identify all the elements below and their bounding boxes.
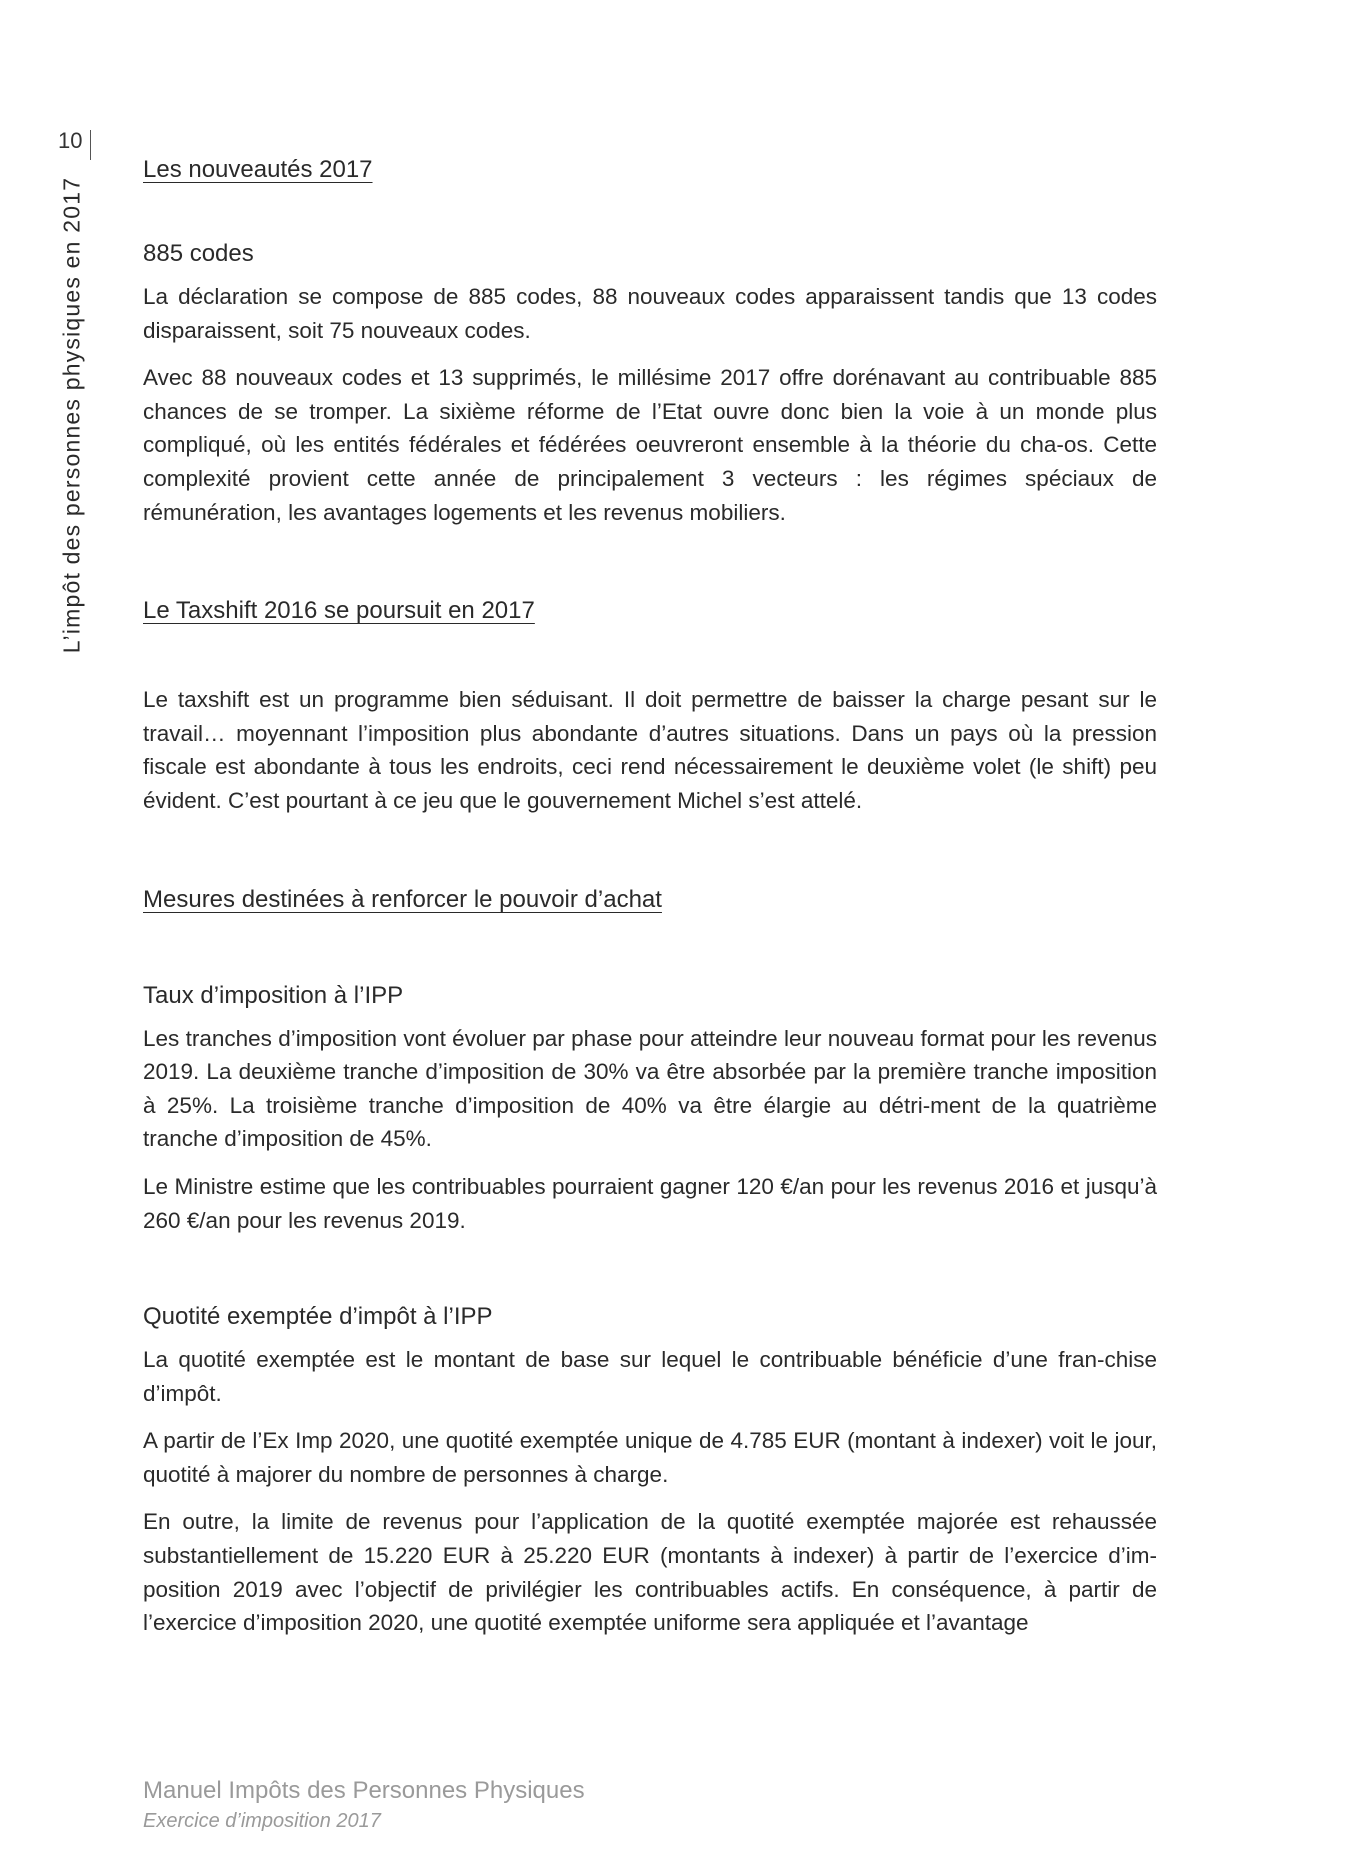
- paragraph-codes-1: La déclaration se compose de 885 codes, 88 nouveaux codes apparaissent tandis que 13 codes disparaissent, soit 75 nouveaux codes.: [143, 284, 1157, 343]
- paragraph-taux-2: Le Ministre estime que les contribuables pourraient gagner 120 €/an pour les revenus 2016 et jusqu’à 260 €/an pour les revenus 2019.: [143, 1173, 1157, 1233]
- paragraph-taux-1: Les tranches d’imposition vont évoluer par phase pour atteindre leur nouveau format pour les revenus 2019. La deuxième tranche d’imposition de 30% va être absorbée par la première tranche imposition à 25%. La troisième tranche d’imposition de 40% va être élargie au détri-ment de la quatrième tranche d’imposition de 45%.: [143, 1025, 1157, 1152]
- section-title-nouveautes: Les nouveautés 2017: [143, 156, 373, 183]
- page-content: [143, 154, 1157, 1640]
- paragraph-taxshift: Le taxshift est un programme bien séduisant. Il doit permettre de baisser la charge pesant sur le travail… moyennant l’imposition plus abondante d’autres situations. Dans un pays où la pression fiscale est abondante à tous les endroits, ceci rend nécessairement le deuxième volet (le shift) peu évident. C’est pourtant à ce jeu que le gouvernement Michel s’est attelé.: [143, 687, 1157, 813]
- footer-subtitle: Exercice d’imposition 2017: [143, 1810, 381, 1832]
- paragraph-quotite-3: En outre, la limite de revenus pour l’application de la quotité exemptée majorée est rehaussée substantiellement de 15.220 EUR à 25.220 EUR (montants à indexer) à partir de l’exercice d’im-position 2019 avec l’objectif de privilégier les contribuables actifs. En conséquence, à partir de l’exercice d’imposition 2020, une quotité exemptée uniforme sera appliquée et l’avantage: [143, 1509, 1157, 1636]
- section-title-mesures: Mesures destinées à renforcer le pouvoir d’achat: [143, 885, 662, 913]
- subheading-885-codes: 885 codes: [143, 240, 254, 267]
- paragraph-codes-2: Avec 88 nouveaux codes et 13 supprimés, le millésime 2017 offre dorénavant au contribuable 885 chances de se tromper. La sixième réforme de l’Etat ouvre donc bien la voie à un monde plus compliqué, où les entités fédérales et fédérées oeuvreront ensemble à la théorie du cha-os. Cette complexité provient cette année de principalement 3 vecteurs : les régimes spéciaux de rémunération, les avantages logements et les revenus mobiliers.: [143, 365, 1157, 525]
- page-number: 10: [58, 128, 83, 153]
- paragraph-quotite-2: A partir de l’Ex Imp 2020, une quotité exemptée unique de 4.785 EUR (montant à indexer) voit le jour, quotité à majorer du nombre de personnes à charge.: [143, 1428, 1157, 1487]
- subheading-quotite: Quotité exemptée d’impôt à l’IPP: [143, 1303, 493, 1331]
- paragraph-quotite-1: La quotité exemptée est le montant de base sur lequel le contribuable bénéficie d’une fran-chise d’impôt.: [143, 1347, 1157, 1406]
- running-title: L’impôt des personnes physiques en 2017: [58, 176, 85, 654]
- footer-title: Manuel Impôts des Personnes Physiques: [143, 1777, 585, 1804]
- margin-rule: [90, 130, 91, 160]
- section-title-taxshift: Le Taxshift 2016 se poursuit en 2017: [143, 597, 535, 625]
- subheading-taux: Taux d’imposition à l’IPP: [143, 981, 404, 1009]
